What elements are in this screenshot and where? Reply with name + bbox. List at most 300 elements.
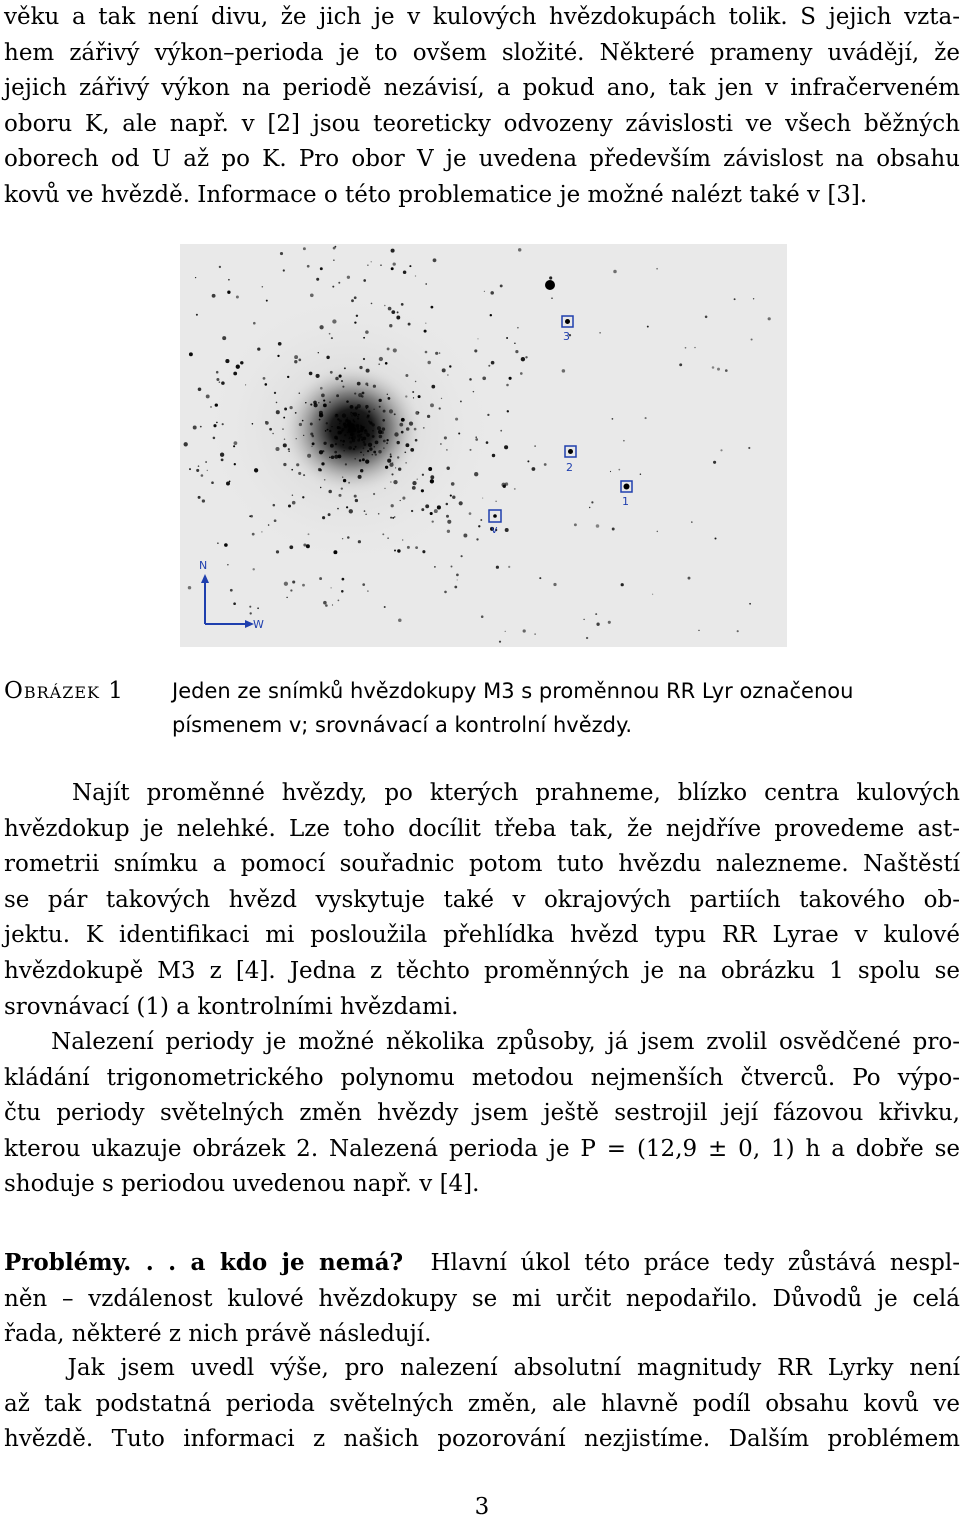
star-dot <box>375 453 377 455</box>
star-dot <box>382 427 385 430</box>
star-dot <box>414 428 417 431</box>
star-dot <box>275 447 279 451</box>
star-dot <box>342 440 345 443</box>
star-dot <box>372 454 374 456</box>
star-dot <box>283 269 285 271</box>
label-north: N <box>199 559 208 572</box>
star-dot <box>405 395 407 397</box>
star-dot <box>298 472 301 475</box>
star-dot <box>213 424 216 427</box>
star-dot <box>291 469 293 471</box>
star-dot <box>357 382 361 386</box>
star-dot <box>309 372 313 376</box>
star-dot <box>391 310 395 314</box>
star-dot <box>386 439 388 441</box>
star-dot <box>397 311 399 313</box>
star-dot <box>210 406 211 407</box>
star-dot <box>195 277 196 278</box>
cluster-image <box>180 244 787 647</box>
star-dot <box>299 392 301 394</box>
star-dot <box>618 469 620 471</box>
star-dot <box>410 448 414 452</box>
star-dot <box>371 261 372 262</box>
star-dot <box>342 538 343 539</box>
star-dot <box>488 365 490 367</box>
star-dot <box>356 424 359 427</box>
star-dot <box>363 279 366 282</box>
star-dot <box>201 474 204 477</box>
star-dot <box>382 533 384 535</box>
text-line: hvězdokupě M3 z [4]. Jedna z těchto proměnných je na obrázku 1 spolu se <box>4 957 960 984</box>
star-dot <box>373 385 376 388</box>
star-dot <box>294 355 298 359</box>
star-dot <box>596 524 600 528</box>
star-dot <box>229 481 231 483</box>
star-dot <box>447 374 448 375</box>
star-dot <box>401 418 405 422</box>
star-dot <box>505 482 508 485</box>
star-dot <box>390 453 392 455</box>
star-dot <box>265 383 268 386</box>
star-dot <box>341 487 343 489</box>
star-dot <box>319 450 323 454</box>
star-dot <box>357 427 360 430</box>
star-dot <box>333 260 334 261</box>
star-dot <box>509 377 512 380</box>
star-dot <box>277 355 279 357</box>
star-dot <box>265 421 266 422</box>
star-dot <box>322 516 325 519</box>
star-dot <box>589 507 590 508</box>
star-dot <box>431 385 435 389</box>
text-line: věku a tak není divu, že jich je v kulových hvězdokupách tolik. S jejich vzta- <box>4 4 960 30</box>
star-dot <box>474 349 477 352</box>
star-dot <box>403 270 407 274</box>
star-dot <box>283 443 287 447</box>
star-dot <box>227 564 228 565</box>
star-dot <box>341 428 344 431</box>
star-dot <box>296 463 299 466</box>
star-dot <box>350 413 351 414</box>
star-dot <box>490 291 494 295</box>
star-dot <box>184 442 188 446</box>
star-dot <box>365 330 369 334</box>
star-dot <box>234 463 236 465</box>
star-dot <box>545 280 555 290</box>
star-dot <box>469 512 472 515</box>
star-dot <box>228 279 230 281</box>
star-dot <box>342 476 343 477</box>
text-line: shoduje s periodou uvedenou např. v [4]. <box>4 1171 480 1198</box>
star-dot <box>378 363 380 365</box>
star-dot <box>415 411 419 415</box>
star-dot <box>296 438 297 439</box>
star-dot <box>339 375 342 378</box>
star-dot <box>373 451 376 454</box>
star-dot <box>647 326 649 328</box>
star-dot <box>439 407 441 409</box>
star-dot <box>292 580 295 583</box>
star-dot <box>384 305 386 307</box>
star-dot <box>329 401 331 403</box>
star-dot <box>334 455 338 459</box>
star-dot <box>323 601 327 605</box>
star-dot <box>266 300 268 302</box>
star-dot <box>379 435 383 439</box>
star-dot <box>276 402 278 404</box>
star-dot <box>365 382 368 385</box>
paragraph-magnitude <box>4 1351 960 1458</box>
star-dot <box>391 473 393 475</box>
paragraph-intro <box>4 0 960 214</box>
star-dot <box>342 413 346 417</box>
text-line: rometrii snímku a pomocí souřadnic potom tuto hvězdu nalezneme. Naštěstí <box>4 851 960 878</box>
star-dot <box>288 504 291 507</box>
star-dot <box>398 468 401 471</box>
star-dot <box>236 296 239 299</box>
star-dot <box>341 380 343 382</box>
star-dot <box>387 537 389 539</box>
star-dot <box>365 459 369 463</box>
star-dot <box>217 542 219 544</box>
star-dot <box>415 381 416 382</box>
star-dot <box>324 479 326 481</box>
star-dot <box>216 378 219 381</box>
figure-caption-label: Obrázek 1 <box>4 678 124 704</box>
star-dot <box>319 413 323 417</box>
star-dot <box>525 356 527 358</box>
star-dot <box>323 404 327 408</box>
section-heading: Problémy. . . a kdo je nemá? <box>4 1249 404 1276</box>
star-dot <box>366 369 370 373</box>
star-dot <box>359 366 362 369</box>
star-dot <box>449 365 451 367</box>
star-dot <box>347 425 350 428</box>
star-dot <box>491 361 495 365</box>
star-dot <box>348 482 350 484</box>
text-line: něn – vzdálenost kulové hvězdokupy se mi určit nepodařilo. Důvodů je celá <box>4 1285 960 1312</box>
star-dot <box>688 577 691 580</box>
star-dot <box>362 458 365 461</box>
star-dot <box>290 589 292 591</box>
caption-line: písmenem v; srovnávací a kontrolní hvězdy. <box>172 713 633 737</box>
star-dot <box>504 445 508 449</box>
star-dot <box>325 604 328 607</box>
star-dot <box>189 468 191 470</box>
star-dot <box>412 391 414 393</box>
star-dot <box>337 508 339 510</box>
star-dot <box>220 453 224 457</box>
star-dot <box>360 469 363 472</box>
star-dot <box>720 449 722 451</box>
star-dot <box>433 258 437 262</box>
star-dot <box>402 539 403 540</box>
star-dot <box>388 397 391 400</box>
star-dot <box>330 587 331 588</box>
star-dot <box>418 395 421 398</box>
star-dot <box>737 630 739 632</box>
star-dot <box>364 510 366 512</box>
star-dot <box>713 461 716 464</box>
star-dot <box>495 501 496 502</box>
star-dot <box>691 521 693 523</box>
star-dot <box>310 404 312 406</box>
star-dot <box>363 454 364 455</box>
text-line: jejich zářivý výkon na periodě nezávisí, a pokud ano, tak jen v infračerveném <box>4 75 960 102</box>
star-dot <box>393 262 396 265</box>
star-dot <box>276 410 280 414</box>
star-dot <box>532 467 536 471</box>
star-dot <box>389 324 392 327</box>
star-dot <box>347 432 348 433</box>
star-dot <box>712 366 715 369</box>
star-dot <box>349 509 353 513</box>
star-dot <box>508 566 510 568</box>
star-dot <box>344 367 346 369</box>
star-dot <box>415 275 416 276</box>
star-dot <box>367 590 368 591</box>
star-dot <box>284 438 285 439</box>
star-dot <box>749 603 751 605</box>
star-dot <box>359 438 361 440</box>
star-dot <box>475 436 477 438</box>
star-dot <box>520 372 523 375</box>
text-line: se pár takových hvězd vyskytuje také v okrajových partiích takového ob- <box>4 886 960 913</box>
star-dot <box>321 394 325 398</box>
star-dot <box>451 482 455 486</box>
star-dot <box>477 338 478 339</box>
star-dot <box>358 414 360 416</box>
star-dot <box>373 493 375 495</box>
star-dot <box>384 488 385 489</box>
label-star-v: v <box>491 523 498 536</box>
star-dot <box>544 463 547 466</box>
star-dot <box>349 440 352 443</box>
star-dot <box>446 503 449 506</box>
star-dot <box>425 283 427 285</box>
star-dot <box>389 409 393 413</box>
star-dot <box>343 479 346 482</box>
star-dot <box>406 427 410 431</box>
star-dot <box>474 472 478 476</box>
star-dot <box>430 475 434 479</box>
star-dot <box>393 348 397 352</box>
star-dot <box>640 473 641 474</box>
star-dot <box>391 249 395 253</box>
star-dot <box>348 446 352 450</box>
star-dot <box>482 498 483 499</box>
star-dot <box>295 412 297 414</box>
star-dot <box>768 317 771 320</box>
star-dot <box>404 451 406 453</box>
star-dot <box>463 534 467 538</box>
star-dot <box>393 480 397 484</box>
text-line: hem zářivý výkon–perioda je to ovšem složité. Některé prameny uvádějí, že <box>4 39 960 66</box>
star-dot <box>320 387 323 390</box>
star-dot <box>694 347 695 348</box>
star-dot <box>518 248 521 251</box>
star-dot <box>205 461 207 463</box>
star-dot <box>262 286 264 288</box>
star-dot <box>428 467 432 471</box>
text-line: jektu. K identifikaci mi posloužila přehlídka hvězd typu RR Lyrae v kulové <box>4 922 960 949</box>
star-dot <box>321 462 324 465</box>
star-dot <box>521 357 525 361</box>
star-dot <box>289 545 293 549</box>
star-dot <box>257 347 260 350</box>
star-dot <box>451 566 453 568</box>
star-dot <box>310 293 314 297</box>
star-dot <box>227 291 230 294</box>
star-dot <box>363 441 366 444</box>
star-dot <box>357 417 359 419</box>
star-dot <box>377 426 381 430</box>
text-line: Najít proměnné hvězdy, po kterých prahneme, blízko centra kulových <box>4 780 960 806</box>
star-dot <box>551 298 552 299</box>
star-dot <box>323 442 326 445</box>
star-dot <box>198 388 202 392</box>
star-dot <box>359 459 362 462</box>
star-dot <box>312 435 315 438</box>
star-dot <box>591 501 593 503</box>
star-dot <box>336 394 339 397</box>
star-dot <box>212 294 216 298</box>
star-dot <box>408 323 411 326</box>
star-dot <box>450 495 452 497</box>
star-dot <box>375 441 379 445</box>
star-dot <box>347 536 350 539</box>
star-dot <box>216 371 219 374</box>
star-dot <box>395 467 396 468</box>
star-dot <box>492 454 495 457</box>
star-dot <box>350 405 354 409</box>
star-dot <box>496 566 499 569</box>
star-dot <box>490 314 492 316</box>
star-dot <box>398 618 402 622</box>
star-dot <box>657 531 659 533</box>
star-dot <box>434 566 436 568</box>
star-dot <box>378 513 380 515</box>
star-dot <box>390 455 392 457</box>
star-dot <box>292 494 293 495</box>
star-dot <box>409 421 413 425</box>
star-dot <box>341 590 344 593</box>
star-dot <box>326 356 329 359</box>
star-dot <box>292 501 296 505</box>
star-dot <box>446 449 448 451</box>
star-dot <box>383 440 386 443</box>
star-dot <box>303 247 306 250</box>
star-dot <box>213 437 216 440</box>
star-dot <box>323 400 325 402</box>
star-dot <box>430 479 434 483</box>
star-dot <box>442 368 446 372</box>
star-dot <box>274 392 276 394</box>
star-dot <box>314 403 318 407</box>
star-dot <box>505 631 506 632</box>
star-dot <box>459 501 463 505</box>
star-dot <box>261 531 262 532</box>
star-dot <box>302 420 304 422</box>
text-line: až tak podstatná perioda světelných změn, ale hlavně podíl obsahu kovů ve <box>4 1390 960 1417</box>
star-dot <box>320 267 323 270</box>
star-dot <box>250 612 252 614</box>
star-dot <box>748 447 750 449</box>
star-dot <box>412 486 416 490</box>
star-dot <box>390 517 392 519</box>
star-dot <box>219 266 221 268</box>
star-dot <box>401 431 404 434</box>
star-dot <box>645 417 647 419</box>
star-dot <box>358 475 362 479</box>
star-dot <box>440 443 442 445</box>
star-dot <box>364 429 367 432</box>
star-dot <box>500 284 503 287</box>
star-dot <box>316 278 319 281</box>
star-dot <box>374 446 375 447</box>
star-dot <box>391 267 394 270</box>
star-dot <box>338 494 341 497</box>
star-dot <box>348 438 350 440</box>
star-dot <box>373 409 374 410</box>
star-dot <box>284 408 287 411</box>
star-dot <box>196 469 199 472</box>
star-dot <box>330 444 334 448</box>
star-dot <box>384 606 386 608</box>
star-dot <box>385 362 388 365</box>
star-dot <box>338 282 340 284</box>
star-dot <box>303 474 305 476</box>
star-dot <box>353 448 355 450</box>
star-dot <box>333 550 337 554</box>
star-dot <box>331 455 335 459</box>
star-dot <box>705 316 708 319</box>
star-dot <box>354 421 356 423</box>
star-dot <box>222 423 224 425</box>
star-dot <box>353 419 355 421</box>
star-dot <box>346 400 349 403</box>
star-dot <box>396 316 400 320</box>
star-dot <box>505 528 509 532</box>
star-dot <box>372 435 375 438</box>
star-dot <box>388 307 392 311</box>
text-line: oboru K, ale např. v [2] jsou teoreticky odvozeny závislosti ve všech běžných <box>4 110 960 137</box>
star-dot <box>308 533 310 535</box>
star-dot <box>233 445 235 447</box>
star-dot <box>331 426 332 427</box>
star-dot <box>342 578 345 581</box>
star-dot <box>397 456 399 458</box>
star-dot <box>307 454 311 458</box>
star-dot <box>328 490 332 494</box>
star-dot <box>371 303 373 305</box>
star-dot <box>340 440 342 442</box>
star-dot <box>361 438 363 440</box>
star-dot <box>363 443 366 446</box>
star-dot <box>280 252 283 255</box>
star-dot <box>714 537 716 539</box>
star-dot <box>360 426 364 430</box>
star-dot <box>486 441 489 444</box>
label-star-3: 3 <box>563 330 570 343</box>
text-line: kterou ukazuje obrázek 2. Nalezená perioda je P = (12,9 ± 0, 1) h a dobře se <box>4 1135 960 1162</box>
star-dot <box>343 450 344 451</box>
star-dot <box>412 481 416 485</box>
star-dot <box>216 422 218 424</box>
star-dot <box>327 429 329 431</box>
star-dot <box>360 451 362 453</box>
star-dot <box>434 509 438 513</box>
